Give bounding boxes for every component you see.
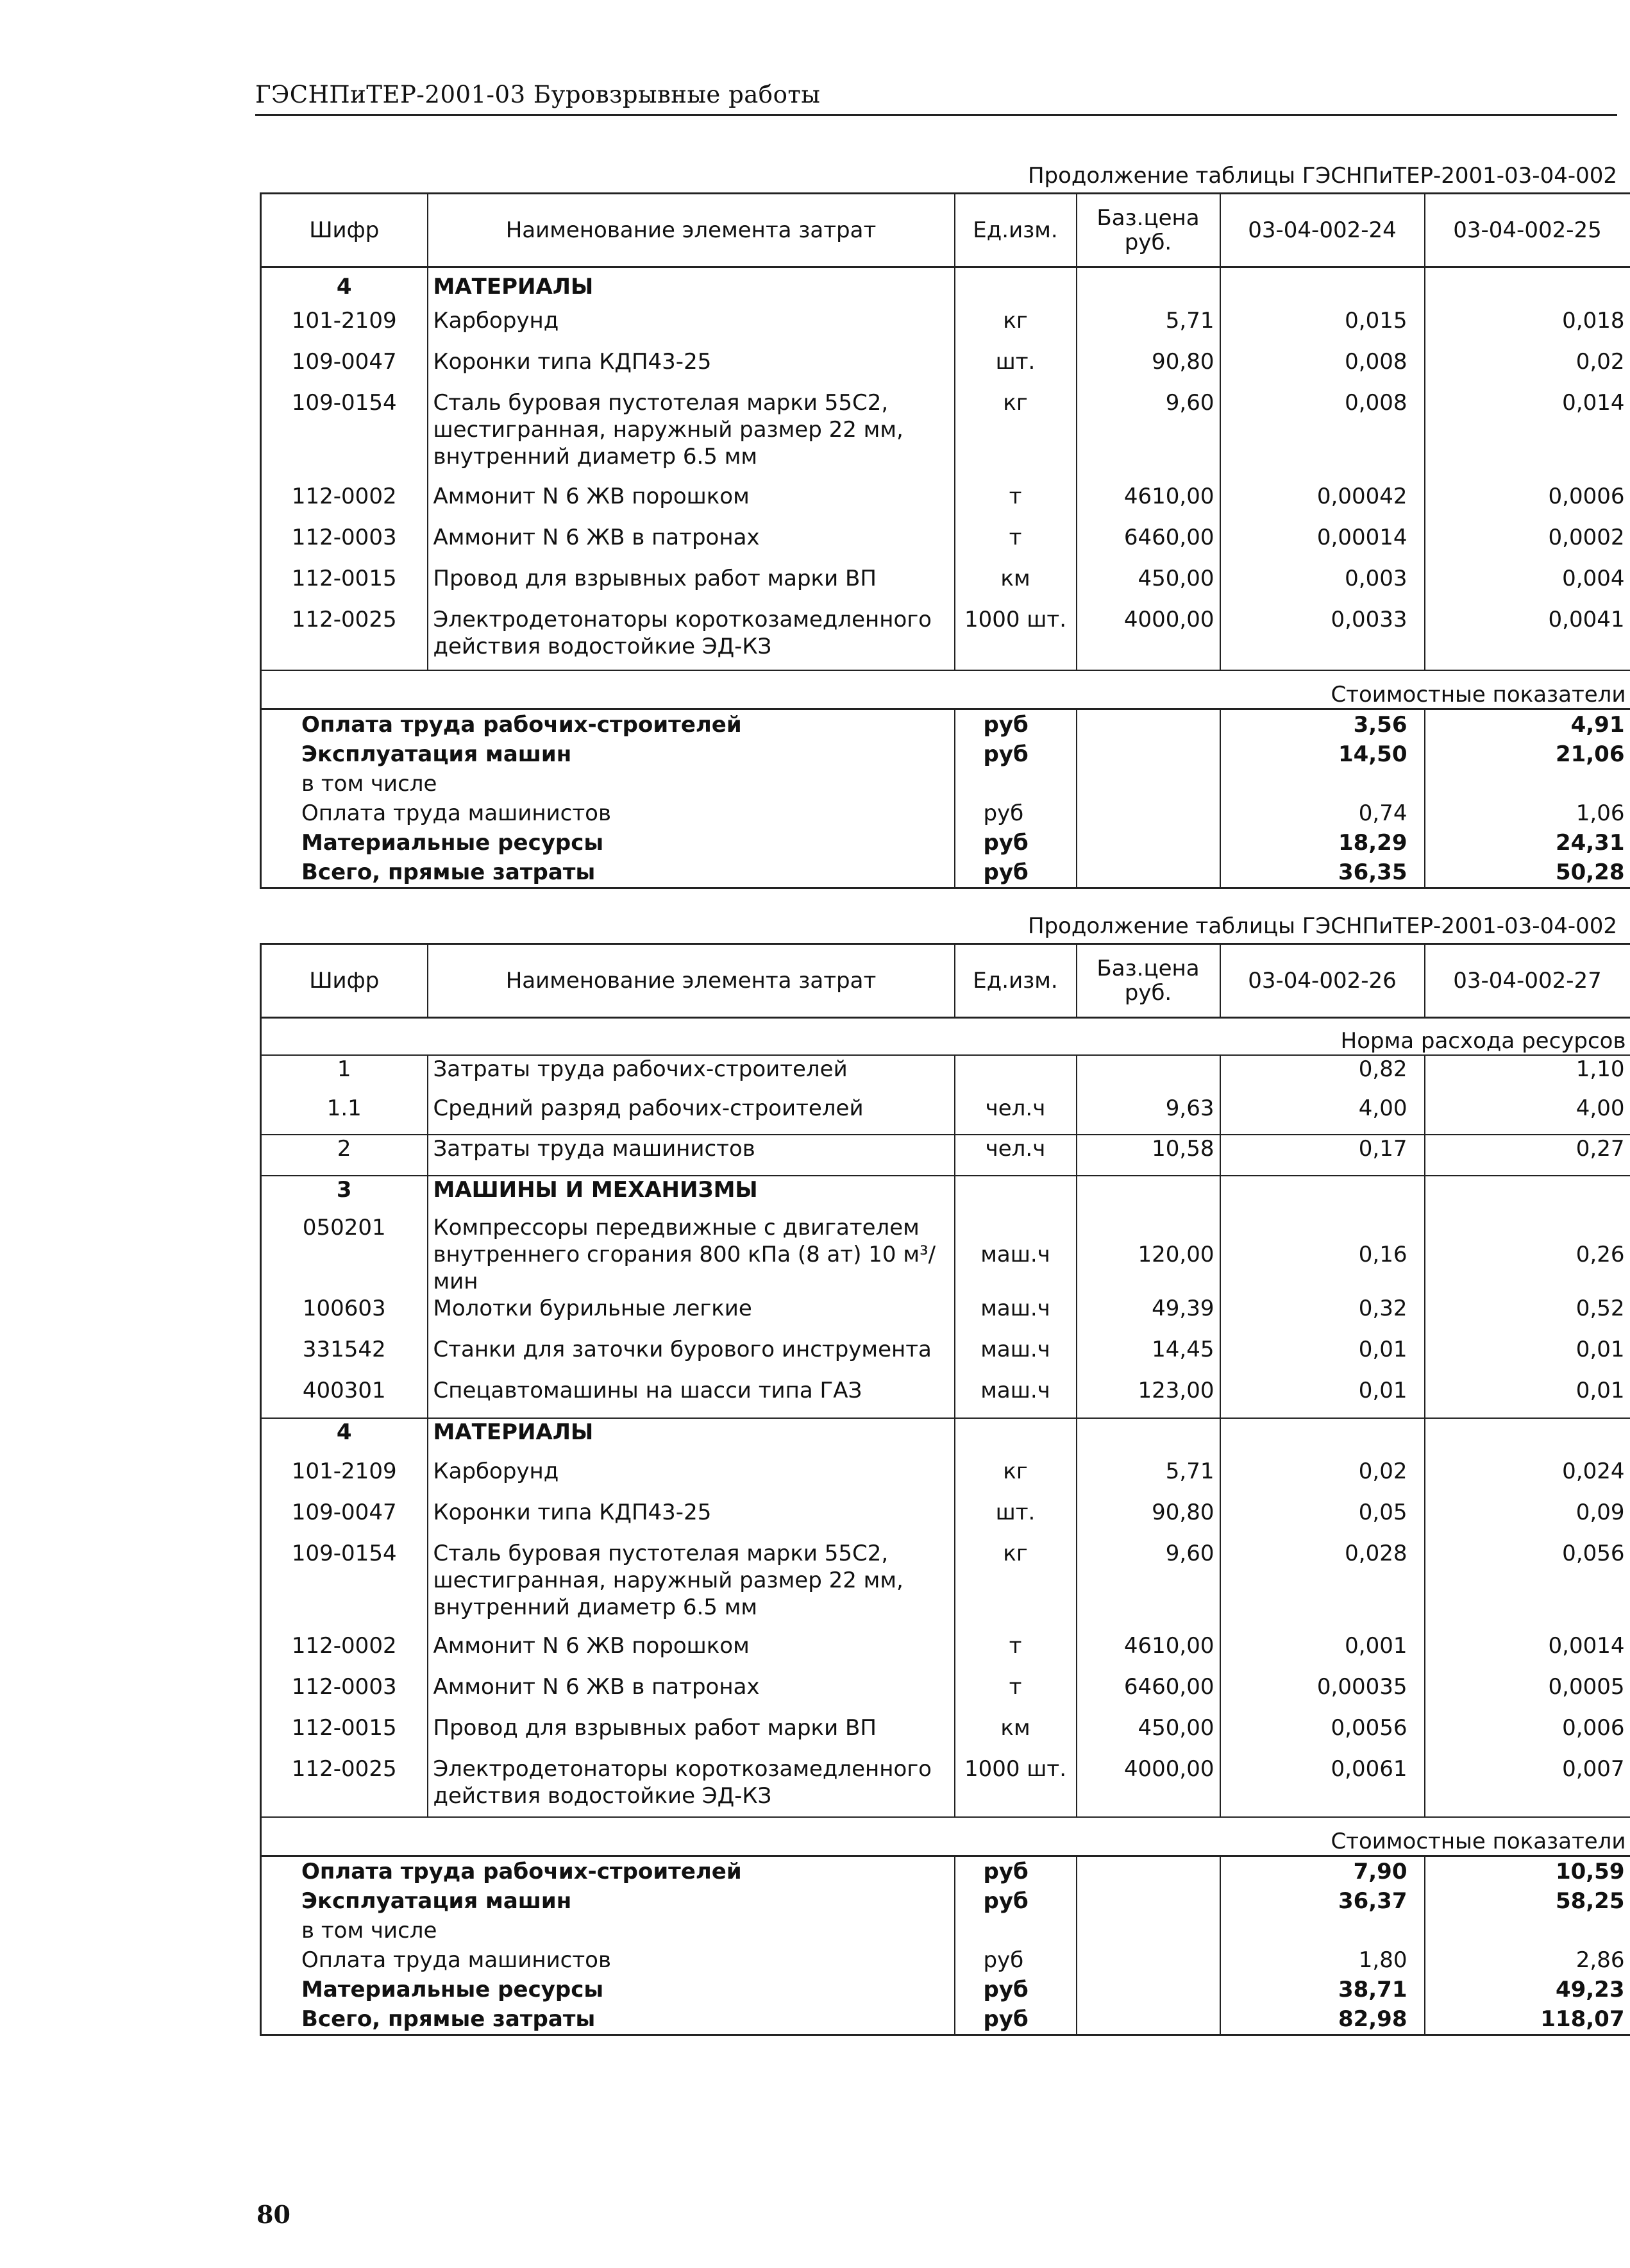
table-row xyxy=(261,483,1630,524)
summary-label: Всего, прямые затраты xyxy=(261,858,955,888)
table-caption: Продолжение таблицы ГЭСНПиТЕР-2001-03-04-002 xyxy=(1027,913,1617,939)
row-unit: т xyxy=(955,1632,1077,1673)
header-col1: 03-04-002-26 xyxy=(1220,944,1425,1018)
table-grid xyxy=(260,192,1630,889)
summary-row xyxy=(261,2004,1630,2035)
row-name: Провод для взрывных работ марки ВП xyxy=(428,565,955,606)
summary-value-2: 24,31 xyxy=(1425,828,1630,858)
row-code: 112-0003 xyxy=(261,1673,428,1714)
row-value-1: 0,00014 xyxy=(1220,524,1425,565)
section-code: 4 xyxy=(261,1418,428,1458)
row-code: 109-0047 xyxy=(261,1499,428,1540)
row-unit: т xyxy=(955,1673,1077,1714)
section-code: 4 xyxy=(261,267,428,307)
row-unit: чел.ч xyxy=(955,1135,1077,1176)
row-code: 112-0025 xyxy=(261,606,428,670)
row-unit: маш.ч xyxy=(955,1377,1077,1418)
row-value-2: 0,0002 xyxy=(1425,524,1630,565)
row-code: 112-0015 xyxy=(261,565,428,606)
summary-unit: руб xyxy=(955,1856,1077,1887)
row-value-1: 0,0061 xyxy=(1220,1756,1425,1817)
summary-row xyxy=(261,1856,1630,1887)
row-unit: маш.ч xyxy=(955,1214,1077,1295)
row-value-2: 0,0005 xyxy=(1425,1673,1630,1714)
row-value-2: 0,006 xyxy=(1425,1714,1630,1756)
row-value-1: 4,00 xyxy=(1220,1095,1425,1135)
row-value-1: 0,008 xyxy=(1220,348,1425,389)
summary-value-1: 36,37 xyxy=(1220,1886,1425,1916)
row-price: 14,45 xyxy=(1077,1336,1220,1377)
row-price: 9,60 xyxy=(1077,389,1220,483)
summary-label: Эксплуатация машин xyxy=(261,740,955,769)
summary-unit: руб xyxy=(955,709,1077,740)
row-value-1: 0,82 xyxy=(1220,1055,1425,1095)
header-name: Наименование элемента затрат xyxy=(428,194,955,267)
norm-band xyxy=(261,1018,1630,1056)
row-value-1: 0,01 xyxy=(1220,1377,1425,1418)
row-price: 4610,00 xyxy=(1077,483,1220,524)
row-code: 109-0154 xyxy=(261,1540,428,1632)
row-code: 112-0025 xyxy=(261,1756,428,1817)
cost-indicators-band xyxy=(261,1817,1630,1856)
band-label: Стоимостные показатели xyxy=(261,1817,1630,1856)
table-row xyxy=(261,1458,1630,1499)
header-unit: Ед.изм. xyxy=(955,944,1077,1018)
summary-value-2: 118,07 xyxy=(1425,2004,1630,2035)
row-name: Спецавтомашины на шасси типа ГАЗ xyxy=(428,1377,955,1418)
row-unit: шт. xyxy=(955,1499,1077,1540)
row-value-1: 0,008 xyxy=(1220,389,1425,483)
row-price: 9,63 xyxy=(1077,1095,1220,1135)
row-value-2: 0,024 xyxy=(1425,1458,1630,1499)
row-unit: кг xyxy=(955,307,1077,348)
row-name: Аммонит N 6 ЖВ порошком xyxy=(428,1632,955,1673)
row-price: 450,00 xyxy=(1077,1714,1220,1756)
summary-row xyxy=(261,799,1630,828)
row-name: Аммонит N 6 ЖВ порошком xyxy=(428,483,955,524)
header-rule xyxy=(255,114,1617,116)
header-code: Шифр xyxy=(261,194,428,267)
table-row xyxy=(261,348,1630,389)
summary-value-1: 0,74 xyxy=(1220,799,1425,828)
cost-indicators-band xyxy=(261,670,1630,709)
summary-row xyxy=(261,828,1630,858)
row-name: Аммонит N 6 ЖВ в патронах xyxy=(428,1673,955,1714)
row-name: Провод для взрывных работ марки ВП xyxy=(428,1714,955,1756)
row-price: 4610,00 xyxy=(1077,1632,1220,1673)
row-code: 109-0154 xyxy=(261,389,428,483)
row-price: 450,00 xyxy=(1077,565,1220,606)
row-value-1: 0,17 xyxy=(1220,1135,1425,1176)
row-value-1: 0,02 xyxy=(1220,1458,1425,1499)
summary-row xyxy=(261,740,1630,769)
row-unit: 1000 шт. xyxy=(955,606,1077,670)
summary-row xyxy=(261,709,1630,740)
summary-unit: руб xyxy=(955,828,1077,858)
row-code: 331542 xyxy=(261,1336,428,1377)
section-title: МАТЕРИАЛЫ xyxy=(428,1418,955,1458)
row-price: 123,00 xyxy=(1077,1377,1220,1418)
summary-value-2: 4,91 xyxy=(1425,709,1630,740)
row-code: 050201 xyxy=(261,1214,428,1295)
summary-unit: руб xyxy=(955,1945,1077,1975)
row-value-2: 0,01 xyxy=(1425,1377,1630,1418)
row-price: 90,80 xyxy=(1077,348,1220,389)
summary-row xyxy=(261,858,1630,888)
row-value-2: 0,09 xyxy=(1425,1499,1630,1540)
row-code: 1 xyxy=(261,1055,428,1095)
row-value-1: 0,16 xyxy=(1220,1214,1425,1295)
summary-unit: руб xyxy=(955,799,1077,828)
header-unit: Ед.изм. xyxy=(955,194,1077,267)
summary-label: Эксплуатация машин xyxy=(261,1886,955,1916)
row-value-2: 0,018 xyxy=(1425,307,1630,348)
table-row xyxy=(261,1499,1630,1540)
row-value-1: 0,015 xyxy=(1220,307,1425,348)
table-row xyxy=(261,1377,1630,1418)
row-code: 109-0047 xyxy=(261,348,428,389)
summary-label: в том числе xyxy=(261,1916,955,1945)
header-price: Баз.цена руб. xyxy=(1077,194,1220,267)
row-name: Средний разряд рабочих-строителей xyxy=(428,1095,955,1135)
summary-label: Всего, прямые затраты xyxy=(261,2004,955,2035)
row-value-1: 0,0033 xyxy=(1220,606,1425,670)
row-value-1: 0,003 xyxy=(1220,565,1425,606)
row-value-2: 0,004 xyxy=(1425,565,1630,606)
row-unit: км xyxy=(955,1714,1077,1756)
row-code: 112-0002 xyxy=(261,483,428,524)
header-col2: 03-04-002-27 xyxy=(1425,944,1630,1018)
row-unit: км xyxy=(955,565,1077,606)
row-name: Аммонит N 6 ЖВ в патронах xyxy=(428,524,955,565)
table-row xyxy=(261,1135,1630,1176)
row-name: Электродетонаторы короткозамедленного действия водостойкие ЭД-КЗ xyxy=(428,606,955,670)
row-value-2: 0,056 xyxy=(1425,1540,1630,1632)
row-code: 101-2109 xyxy=(261,1458,428,1499)
header-price: Баз.цена руб. xyxy=(1077,944,1220,1018)
table-row xyxy=(261,1673,1630,1714)
summary-value-1: 3,56 xyxy=(1220,709,1425,740)
section-row xyxy=(261,267,1630,307)
band-label: Стоимостные показатели xyxy=(261,670,1630,709)
row-unit: т xyxy=(955,524,1077,565)
summary-value-1: 1,80 xyxy=(1220,1945,1425,1975)
summary-value-2: 21,06 xyxy=(1425,740,1630,769)
row-unit: маш.ч xyxy=(955,1295,1077,1336)
row-value-2: 0,26 xyxy=(1425,1214,1630,1295)
row-name: Карборунд xyxy=(428,1458,955,1499)
row-name: Электродетонаторы короткозамедленного действия водостойкие ЭД-КЗ xyxy=(428,1756,955,1817)
row-value-1: 0,32 xyxy=(1220,1295,1425,1336)
row-name: Станки для заточки бурового инструмента xyxy=(428,1336,955,1377)
page-header: ГЭСНПиТЕР-2001-03 Буровзрывные работы xyxy=(255,81,821,108)
summary-value-2: 49,23 xyxy=(1425,1975,1630,2004)
row-unit: т xyxy=(955,483,1077,524)
row-code: 112-0002 xyxy=(261,1632,428,1673)
table-row xyxy=(261,389,1630,483)
table-row xyxy=(261,1756,1630,1817)
row-value-2: 4,00 xyxy=(1425,1095,1630,1135)
row-value-1: 0,05 xyxy=(1220,1499,1425,1540)
row-price: 49,39 xyxy=(1077,1295,1220,1336)
summary-value-1: 36,35 xyxy=(1220,858,1425,888)
row-value-2: 0,01 xyxy=(1425,1336,1630,1377)
summary-value-1: 18,29 xyxy=(1220,828,1425,858)
row-name: Затраты труда машинистов xyxy=(428,1135,955,1176)
row-price: 5,71 xyxy=(1077,307,1220,348)
row-value-2: 0,52 xyxy=(1425,1295,1630,1336)
row-code: 100603 xyxy=(261,1295,428,1336)
table-header-row xyxy=(261,194,1630,267)
row-value-2: 0,0014 xyxy=(1425,1632,1630,1673)
summary-label: Материальные ресурсы xyxy=(261,828,955,858)
header-col2: 03-04-002-25 xyxy=(1425,194,1630,267)
row-value-1: 0,00042 xyxy=(1220,483,1425,524)
row-price: 4000,00 xyxy=(1077,606,1220,670)
table-row xyxy=(261,1632,1630,1673)
section-row xyxy=(261,1176,1630,1214)
header-name: Наименование элемента затрат xyxy=(428,944,955,1018)
summary-row xyxy=(261,1945,1630,1975)
row-price: 9,60 xyxy=(1077,1540,1220,1632)
summary-value-1: 7,90 xyxy=(1220,1856,1425,1887)
row-value-2: 0,007 xyxy=(1425,1756,1630,1817)
row-value-2: 0,0041 xyxy=(1425,606,1630,670)
row-value-1: 0,001 xyxy=(1220,1632,1425,1673)
row-value-1: 0,0056 xyxy=(1220,1714,1425,1756)
row-price xyxy=(1077,1055,1220,1095)
cost-table-1 xyxy=(260,159,1626,889)
row-unit: маш.ч xyxy=(955,1336,1077,1377)
row-code: 112-0003 xyxy=(261,524,428,565)
row-value-1: 0,01 xyxy=(1220,1336,1425,1377)
row-unit: 1000 шт. xyxy=(955,1756,1077,1817)
section-row xyxy=(261,1418,1630,1458)
summary-value-2: 10,59 xyxy=(1425,1856,1630,1887)
table-row xyxy=(261,1055,1630,1095)
row-name: Сталь буровая пустотелая марки 55С2, шестигранная, наружный размер 22 мм, внутренний диаметр 6.5 мм xyxy=(428,1540,955,1632)
summary-label: Оплата труда рабочих-строителей xyxy=(261,709,955,740)
row-code: 112-0015 xyxy=(261,1714,428,1756)
summary-value-2: 58,25 xyxy=(1425,1886,1630,1916)
row-code: 2 xyxy=(261,1135,428,1176)
table-row xyxy=(261,307,1630,348)
summary-value-2: 1,06 xyxy=(1425,799,1630,828)
page-number: 80 xyxy=(256,2200,290,2229)
summary-row xyxy=(261,1916,1630,1945)
row-value-1: 0,028 xyxy=(1220,1540,1425,1632)
summary-row xyxy=(261,1975,1630,2004)
row-code: 101-2109 xyxy=(261,307,428,348)
row-value-2: 0,0006 xyxy=(1425,483,1630,524)
row-value-2: 0,02 xyxy=(1425,348,1630,389)
section-title: МАШИНЫ И МЕХАНИЗМЫ xyxy=(428,1176,955,1214)
row-unit: шт. xyxy=(955,348,1077,389)
header-col1: 03-04-002-24 xyxy=(1220,194,1425,267)
header-code: Шифр xyxy=(261,944,428,1018)
summary-value-1: 38,71 xyxy=(1220,1975,1425,2004)
summary-value-2: 2,86 xyxy=(1425,1945,1630,1975)
table-grid xyxy=(260,943,1630,2036)
row-name: Коронки типа КДП43-25 xyxy=(428,1499,955,1540)
row-unit xyxy=(955,1055,1077,1095)
table-row xyxy=(261,1214,1630,1295)
row-price: 120,00 xyxy=(1077,1214,1220,1295)
cost-table-2 xyxy=(260,910,1626,2036)
row-name: Молотки бурильные легкие xyxy=(428,1295,955,1336)
row-unit: кг xyxy=(955,389,1077,483)
summary-unit: руб xyxy=(955,1886,1077,1916)
row-unit: кг xyxy=(955,1540,1077,1632)
summary-unit: руб xyxy=(955,858,1077,888)
table-row xyxy=(261,1540,1630,1632)
row-price: 10,58 xyxy=(1077,1135,1220,1176)
row-value-2: 1,10 xyxy=(1425,1055,1630,1095)
band-label: Норма расхода ресурсов xyxy=(261,1018,1630,1056)
row-value-2: 0,014 xyxy=(1425,389,1630,483)
row-name: Карборунд xyxy=(428,307,955,348)
row-price: 6460,00 xyxy=(1077,1673,1220,1714)
summary-value-2: 50,28 xyxy=(1425,858,1630,888)
row-price: 6460,00 xyxy=(1077,524,1220,565)
table-header-row xyxy=(261,944,1630,1018)
row-code: 1.1 xyxy=(261,1095,428,1135)
summary-label: в том числе xyxy=(261,769,955,799)
table-row xyxy=(261,1295,1630,1336)
table-row xyxy=(261,1336,1630,1377)
summary-row xyxy=(261,769,1630,799)
section-title: МАТЕРИАЛЫ xyxy=(428,267,955,307)
table-row xyxy=(261,1095,1630,1135)
row-name: Компрессоры передвижные с двигателем внутреннего сгорания 800 кПа (8 ат) 10 м³/мин xyxy=(428,1214,955,1295)
summary-unit: руб xyxy=(955,2004,1077,2035)
table-row xyxy=(261,524,1630,565)
row-name: Сталь буровая пустотелая марки 55С2, шестигранная, наружный размер 22 мм, внутренний диаметр 6.5 мм xyxy=(428,389,955,483)
row-value-1: 0,00035 xyxy=(1220,1673,1425,1714)
section-code: 3 xyxy=(261,1176,428,1214)
row-unit: чел.ч xyxy=(955,1095,1077,1135)
table-caption: Продолжение таблицы ГЭСНПиТЕР-2001-03-04-002 xyxy=(1027,163,1617,189)
summary-label: Оплата труда машинистов xyxy=(261,1945,955,1975)
row-value-2: 0,27 xyxy=(1425,1135,1630,1176)
summary-label: Оплата труда машинистов xyxy=(261,799,955,828)
row-price: 5,71 xyxy=(1077,1458,1220,1499)
row-name: Затраты труда рабочих-строителей xyxy=(428,1055,955,1095)
row-price: 90,80 xyxy=(1077,1499,1220,1540)
row-unit: кг xyxy=(955,1458,1077,1499)
summary-value-1: 82,98 xyxy=(1220,2004,1425,2035)
table-row xyxy=(261,606,1630,670)
row-code: 400301 xyxy=(261,1377,428,1418)
table-row xyxy=(261,565,1630,606)
summary-value-1: 14,50 xyxy=(1220,740,1425,769)
table-row xyxy=(261,1714,1630,1756)
summary-label: Материальные ресурсы xyxy=(261,1975,955,2004)
row-price: 4000,00 xyxy=(1077,1756,1220,1817)
summary-row xyxy=(261,1886,1630,1916)
row-name: Коронки типа КДП43-25 xyxy=(428,348,955,389)
summary-unit: руб xyxy=(955,740,1077,769)
summary-unit: руб xyxy=(955,1975,1077,2004)
summary-label: Оплата труда рабочих-строителей xyxy=(261,1856,955,1887)
